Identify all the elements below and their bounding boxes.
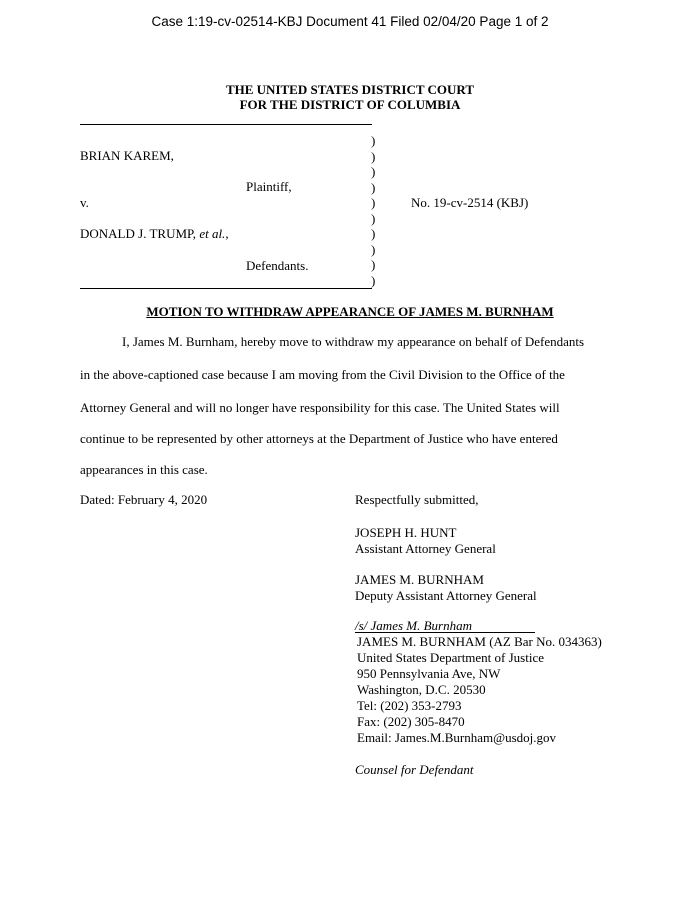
signature-block-fax: Fax: (202) 305-8470: [357, 714, 465, 729]
motion-body-line: continue to be represented by other attorneys at the Department of Justice who have entered: [80, 431, 558, 446]
hunt-title: Assistant Attorney General: [355, 541, 496, 556]
court-name-line2: FOR THE DISTRICT OF COLUMBIA: [239, 97, 461, 112]
caption-bottom-rule: [80, 288, 372, 289]
counsel-line: Counsel for Defendant: [355, 762, 474, 777]
signature-block-name: JAMES M. BURNHAM (AZ Bar No. 034363): [357, 634, 602, 649]
motion-title: MOTION TO WITHDRAW APPEARANCE OF JAMES M. BURNHAM: [146, 304, 554, 319]
closing: Respectfully submitted,: [355, 492, 479, 507]
plaintiff-label: Plaintiff,: [246, 179, 292, 194]
signature-block-email: Email: James.M.Burnham@usdoj.gov: [357, 730, 557, 745]
electronic-signature: /s/ James M. Burnham: [355, 619, 535, 633]
motion-body-line: Attorney General and will no longer have responsibility for this case. The United States will: [80, 400, 560, 415]
versus: v.: [80, 195, 89, 210]
court-name-line1: THE UNITED STATES DISTRICT COURT: [225, 82, 475, 97]
dated-line: Dated: February 4, 2020: [80, 492, 208, 507]
court-heading: [0, 82, 700, 112]
defendants-label: Defendants.: [246, 258, 309, 273]
caption-top-rule: [80, 124, 372, 125]
signature-block-line: United States Department of Justice: [357, 650, 545, 665]
signature-block-line: Washington, D.C. 20530: [357, 682, 486, 697]
case-header: Case 1:19-cv-02514-KBJ Document 41 Filed 02/04/20 Page 1 of 2: [151, 14, 549, 29]
motion-body-line: I, James M. Burnham, hereby move to withdraw my appearance on behalf of Defendants: [122, 334, 585, 349]
motion-body-line: appearances in this case.: [80, 462, 208, 477]
burnham-name: JAMES M. BURNHAM: [355, 572, 484, 587]
motion-body-line: in the above-captioned case because I am moving from the Civil Division to the Office of the: [80, 367, 565, 382]
plaintiff-name: BRIAN KAREM,: [80, 148, 174, 163]
caption-parentheses: ) ) ) ) ) ) ) ) ) ): [371, 133, 376, 288]
burnham-title: Deputy Assistant Attorney General: [355, 588, 537, 603]
case-number: No. 19-cv-2514 (KBJ): [411, 195, 529, 210]
signature-block-line: 950 Pennsylvania Ave, NW: [357, 666, 501, 681]
hunt-name: JOSEPH H. HUNT: [355, 525, 457, 540]
signature-block-phone: Tel: (202) 353-2793: [357, 698, 462, 713]
defendant-name: DONALD J. TRUMP, et al.,: [80, 226, 229, 241]
